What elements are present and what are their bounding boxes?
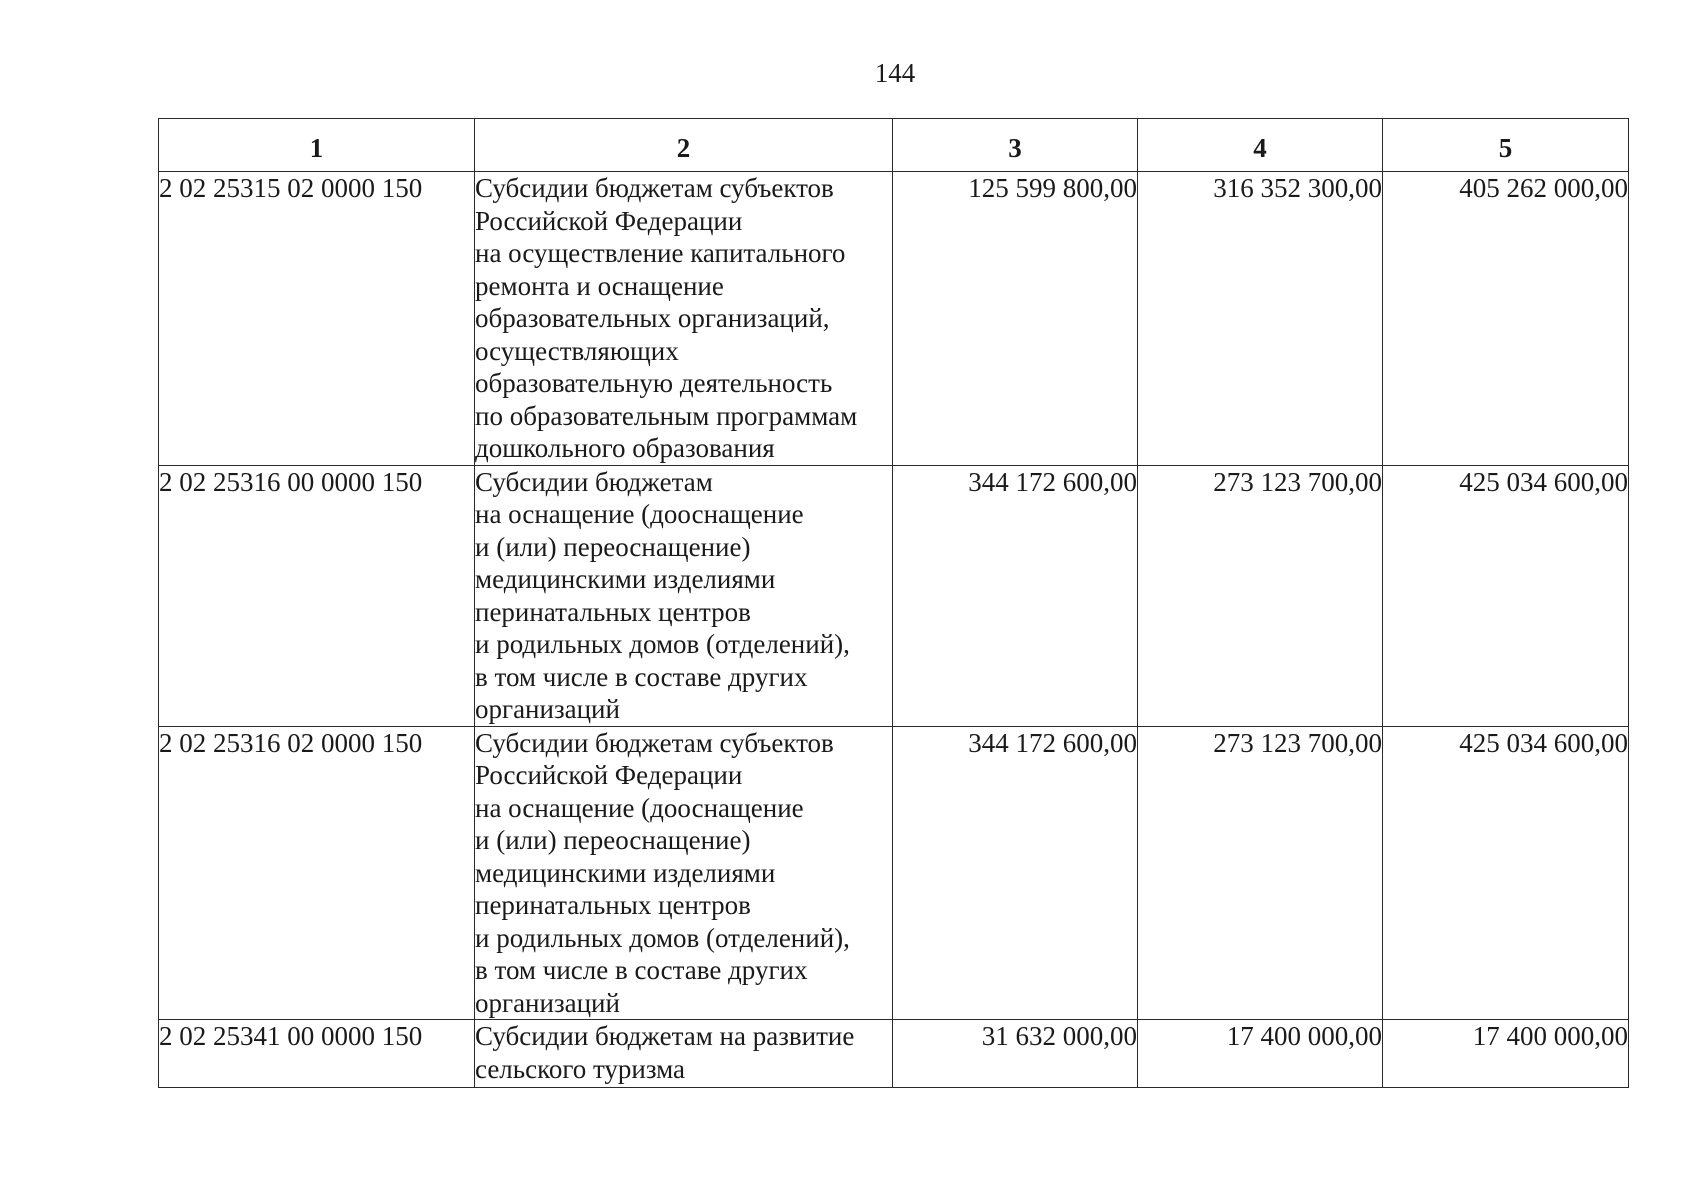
amount-col3-cell: 344 172 600,00 (893, 465, 1138, 726)
description-cell: Субсидии бюджетам на развитие сельского туризма (475, 1020, 893, 1088)
budget-table (158, 118, 1629, 1088)
amount-col5-cell: 405 262 000,00 (1383, 172, 1629, 466)
amount-col4-cell: 17 400 000,00 (1138, 1020, 1383, 1088)
description-cell: Субсидии бюджетам субъектов Российской Федерации на оснащение (дооснащение и (или) переоснащение) медицинскими изделиями перинатальных центров и родильных домов (отделений), в том числе в составе других организаций (475, 726, 893, 1020)
column-header-1: 1 (159, 119, 475, 172)
budget-code-cell: 2 02 25315 02 0000 150 (159, 172, 475, 466)
amount-col4-cell: 273 123 700,00 (1138, 465, 1383, 726)
budget-code-cell: 2 02 25316 02 0000 150 (159, 726, 475, 1020)
amount-col5-cell: 425 034 600,00 (1383, 465, 1629, 726)
amount-col5-cell: 425 034 600,00 (1383, 726, 1629, 1020)
column-header-5: 5 (1383, 119, 1629, 172)
amount-col4-cell: 273 123 700,00 (1138, 726, 1383, 1020)
budget-code-cell: 2 02 25316 00 0000 150 (159, 465, 475, 726)
column-header-2: 2 (475, 119, 893, 172)
table-row (159, 726, 1629, 1020)
column-header-3: 3 (893, 119, 1138, 172)
amount-col3-cell: 31 632 000,00 (893, 1020, 1138, 1088)
description-cell: Субсидии бюджетам на оснащение (дооснащение и (или) переоснащение) медицинскими изделиями перинатальных центров и родильных домов (отделений), в том числе в составе других организаций (475, 465, 893, 726)
table-header-row (159, 119, 1629, 172)
amount-col3-cell: 125 599 800,00 (893, 172, 1138, 466)
table-row (159, 1020, 1629, 1088)
amount-col4-cell: 316 352 300,00 (1138, 172, 1383, 466)
budget-code-cell: 2 02 25341 00 0000 150 (159, 1020, 475, 1088)
description-cell: Субсидии бюджетам субъектов Российской Федерации на осуществление капитального ремонта и оснащение образовательных организаций, осуществляющих образовательную деятельность по образовательным программам дошкольного образования (475, 172, 893, 466)
amount-col5-cell: 17 400 000,00 (1383, 1020, 1629, 1088)
column-header-4: 4 (1138, 119, 1383, 172)
amount-col3-cell: 344 172 600,00 (893, 726, 1138, 1020)
table-row (159, 172, 1629, 466)
table-row (159, 465, 1629, 726)
page-number: 144 (874, 58, 916, 88)
